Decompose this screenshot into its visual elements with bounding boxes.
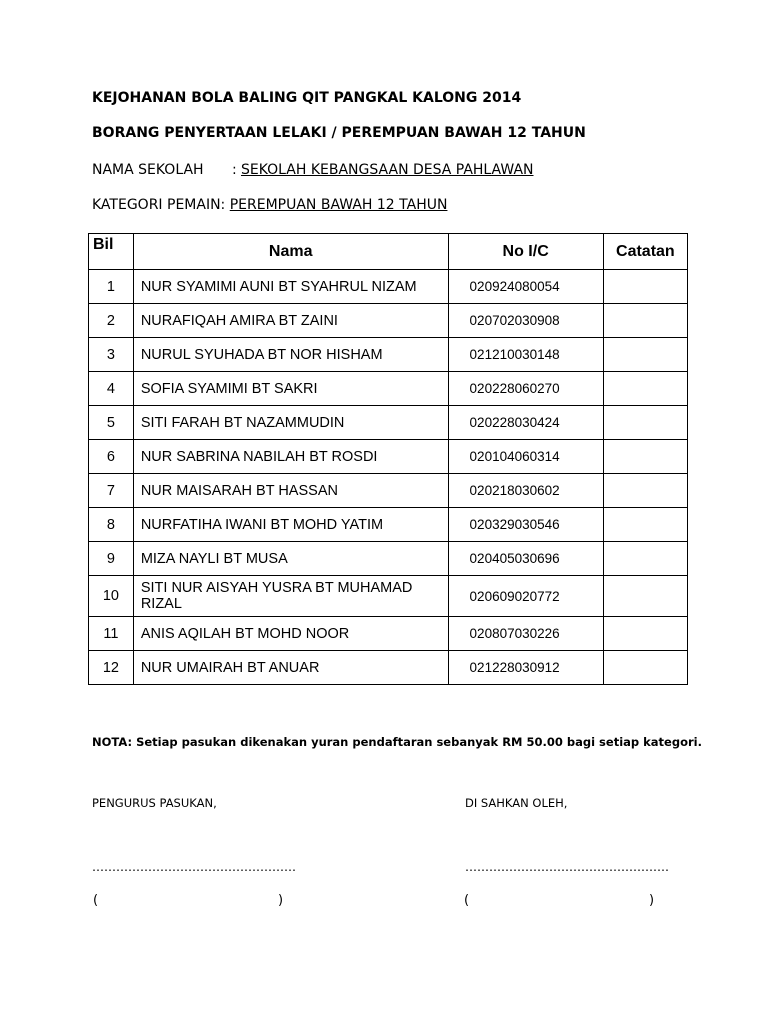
row-catatan — [603, 372, 687, 406]
row-catatan — [603, 338, 687, 372]
row-ic: 020228060270 — [448, 372, 603, 406]
row-bil: 3 — [89, 338, 134, 372]
row-nama: ANIS AQILAH BT MOHD NOOR — [133, 617, 448, 651]
table-row — [89, 474, 688, 508]
row-catatan — [603, 270, 687, 304]
table-row — [89, 406, 688, 440]
table-row — [89, 617, 688, 651]
table-row — [89, 270, 688, 304]
row-bil: 4 — [89, 372, 134, 406]
row-nama: NUR SABRINA NABILAH BT ROSDI — [133, 440, 448, 474]
form-title: KEJOHANAN BOLA BALING QIT PANGKAL KALONG 2014 — [92, 90, 522, 106]
row-nama: NURFATIHA IWANI BT MOHD YATIM — [133, 508, 448, 542]
verified-by-name-paren-close: ) — [649, 893, 655, 908]
row-nama: MIZA NAYLI BT MUSA — [133, 542, 448, 576]
row-nama: SITI FARAH BT NAZAMMUDIN — [133, 406, 448, 440]
table-row — [89, 576, 688, 617]
verified-by-label: DI SAHKAN OLEH, — [465, 796, 568, 810]
school-colon: : — [232, 162, 237, 178]
row-nama: NUR MAISARAH BT HASSAN — [133, 474, 448, 508]
row-bil: 12 — [89, 651, 134, 685]
row-bil: 2 — [89, 304, 134, 338]
category-line — [92, 197, 447, 213]
row-catatan — [603, 304, 687, 338]
category-label: KATEGORI PEMAIN: — [92, 197, 226, 213]
row-ic: 020104060314 — [448, 440, 603, 474]
team-manager-name-paren-close: ) — [278, 893, 284, 908]
row-catatan — [603, 651, 687, 685]
team-manager-label: PENGURUS PASUKAN, — [92, 796, 217, 810]
row-ic: 020405030696 — [448, 542, 603, 576]
table-header-row — [89, 234, 688, 270]
row-catatan — [603, 508, 687, 542]
row-bil: 7 — [89, 474, 134, 508]
row-bil: 11 — [89, 617, 134, 651]
table-row — [89, 372, 688, 406]
row-nama: NURUL SYUHADA BT NOR HISHAM — [133, 338, 448, 372]
row-bil: 5 — [89, 406, 134, 440]
table-row — [89, 651, 688, 685]
table-row — [89, 304, 688, 338]
row-catatan — [603, 440, 687, 474]
column-header-ic: No I/C — [448, 234, 603, 270]
row-nama: SITI NUR AISYAH YUSRA BT MUHAMAD RIZAL — [133, 576, 448, 617]
row-nama: SOFIA SYAMIMI BT SAKRI — [133, 372, 448, 406]
row-nama: NURAFIQAH AMIRA BT ZAINI — [133, 304, 448, 338]
row-catatan — [603, 542, 687, 576]
row-catatan — [603, 474, 687, 508]
row-ic: 021210030148 — [448, 338, 603, 372]
column-header-nama: Nama — [133, 234, 448, 270]
team-manager-signature-line: …………………………………………… — [92, 860, 296, 874]
category-value: PEREMPUAN BAWAH 12 TAHUN — [229, 197, 448, 213]
column-header-catatan: Catatan — [603, 234, 687, 270]
participant-table — [88, 233, 688, 685]
verified-by-signature-line: …………………………………………… — [465, 860, 669, 874]
table-row — [89, 542, 688, 576]
row-ic: 020228030424 — [448, 406, 603, 440]
school-label: NAMA SEKOLAH — [92, 162, 204, 178]
row-nama: NUR SYAMIMI AUNI BT SYAHRUL NIZAM — [133, 270, 448, 304]
row-bil: 1 — [89, 270, 134, 304]
row-bil: 10 — [89, 576, 134, 617]
school-value: SEKOLAH KEBANGSAAN DESA PAHLAWAN — [241, 162, 534, 178]
row-bil: 9 — [89, 542, 134, 576]
row-bil: 8 — [89, 508, 134, 542]
row-catatan — [603, 617, 687, 651]
row-ic: 020702030908 — [448, 304, 603, 338]
row-nama: NUR UMAIRAH BT ANUAR — [133, 651, 448, 685]
row-ic: 021228030912 — [448, 651, 603, 685]
table-row — [89, 338, 688, 372]
fee-note: NOTA: Setiap pasukan dikenakan yuran pendaftaran sebanyak RM 50.00 bagi setiap kategori. — [92, 735, 702, 749]
team-manager-name-paren-open: ( — [93, 893, 99, 908]
row-ic: 020924080054 — [448, 270, 603, 304]
row-ic: 020807030226 — [448, 617, 603, 651]
row-ic: 020218030602 — [448, 474, 603, 508]
column-header-bil: Bil — [89, 234, 134, 270]
verified-by-name-paren-open: ( — [464, 893, 470, 908]
row-ic: 020609020772 — [448, 576, 603, 617]
row-bil: 6 — [89, 440, 134, 474]
row-ic: 020329030546 — [448, 508, 603, 542]
row-catatan — [603, 406, 687, 440]
form-subtitle: BORANG PENYERTAAN LELAKI / PEREMPUAN BAWAH 12 TAHUN — [92, 125, 586, 141]
school-line — [92, 162, 534, 178]
row-catatan — [603, 576, 687, 617]
table-row — [89, 440, 688, 474]
table-row — [89, 508, 688, 542]
